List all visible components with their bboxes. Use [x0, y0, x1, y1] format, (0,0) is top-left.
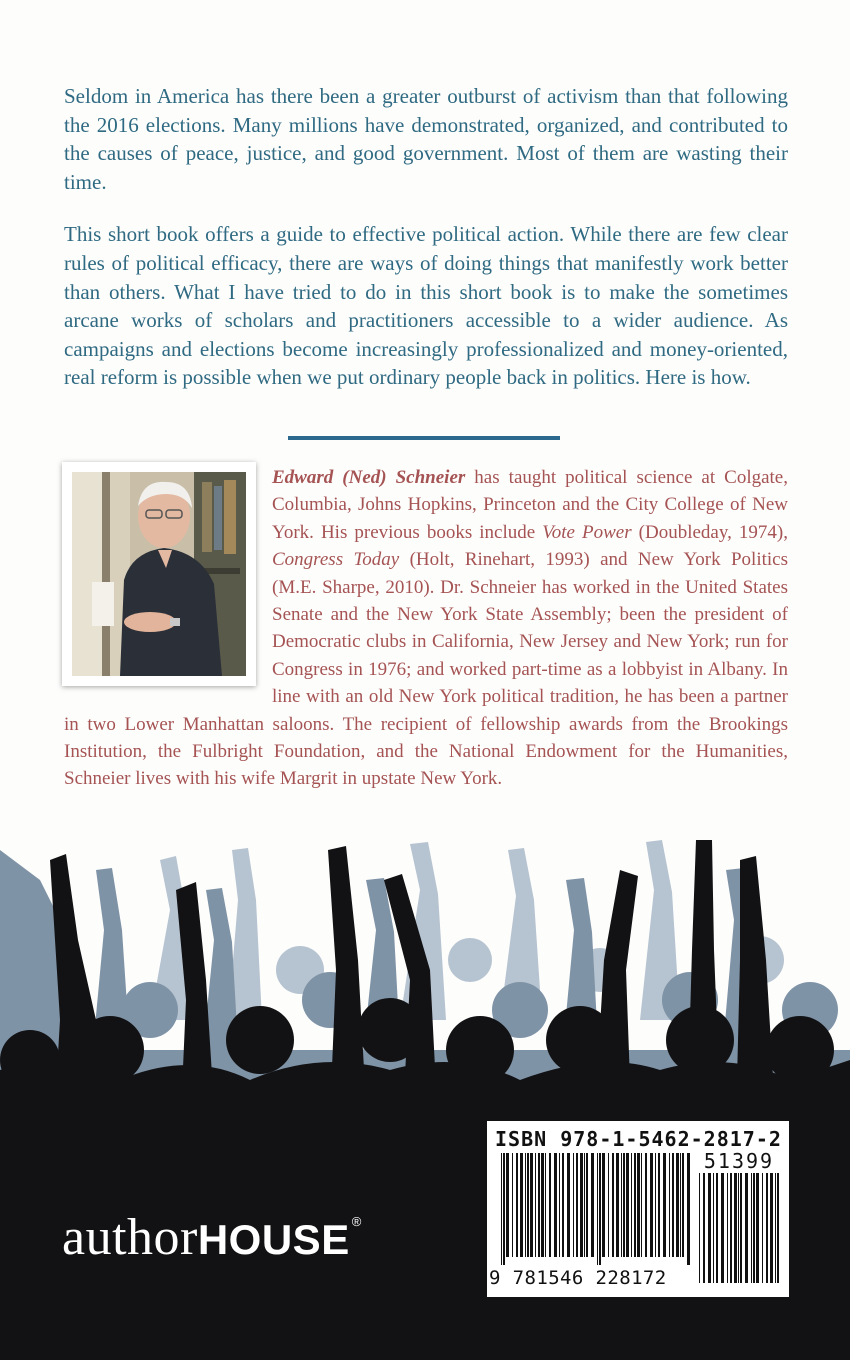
barcode-bar — [663, 1153, 666, 1257]
author-photo-frame — [62, 462, 256, 686]
barcode-bar — [770, 1173, 773, 1283]
bio-text-2: (Doubleday, 1974), — [631, 521, 788, 543]
barcode-bar — [527, 1153, 529, 1257]
isbn-barcode — [487, 1121, 789, 1297]
barcode-bar — [734, 1173, 737, 1283]
book-title-vote-power: Vote Power — [542, 521, 632, 543]
book-blurb — [64, 82, 788, 416]
barcode-bar — [535, 1153, 536, 1257]
barcode-bar — [597, 1153, 598, 1265]
barcode-bar — [751, 1173, 752, 1283]
author-photo — [72, 472, 246, 676]
barcode-bar — [599, 1153, 601, 1265]
barcode-bar — [512, 1153, 513, 1257]
bio-text-1: has taught political science at Colgate, Columbia, Johns Hopkins, Princeton and the City College of New York. His previous books include — [272, 467, 788, 543]
logo-house-text: HOUSE — [197, 1216, 350, 1263]
ean-barcode-bars — [501, 1153, 691, 1265]
barcode-bar — [541, 1153, 544, 1257]
barcode-bar — [584, 1153, 585, 1257]
barcode-bar — [687, 1153, 690, 1265]
barcode-bar — [637, 1153, 640, 1257]
blurb-paragraph-1: Seldom in America has there been a greater outburst of activism than that following the 2016 elections. Many millions have demonstrated, organized, and contributed to the causes of peace, justice, and good government. Most of them are wasting their time. — [64, 84, 788, 194]
bio-text-3: (Holt, Rinehart, 1993) and New York Politics (M.E. Sharpe, 2010). Dr. Schneier has worked in the United States Senate and the New York State Assembly; been the president of Democratic clubs in California, New Jersey and New York; run for Congress in 1976; and worked part-time as a lobbyist in Albany. In line with an old New York political tradition, he has been a partner in two Lower Manhattan saloons. The recipient of fellowship awards from the Brookings Institution, the Fulbright Foundation, and the National Endowment for the Humanities, Schneier lives with his wife Margrit in upstate New York. — [64, 549, 788, 790]
barcode-bar — [538, 1153, 540, 1257]
barcode-bar — [591, 1153, 594, 1257]
barcode-bar — [753, 1173, 755, 1283]
barcode-bar — [573, 1153, 574, 1257]
barcode-bar — [672, 1153, 674, 1257]
barcode-bar — [645, 1153, 647, 1257]
ean-digits: 9 781546 228172 — [489, 1267, 667, 1289]
barcode-bar — [756, 1173, 759, 1283]
barcode-bar — [516, 1153, 518, 1257]
price-addon-number: 51399 — [703, 1149, 775, 1173]
barcode-bar — [554, 1153, 557, 1257]
barcode-bar — [567, 1153, 570, 1257]
barcode-bar — [634, 1153, 636, 1257]
barcode-bar — [520, 1153, 523, 1257]
book-title-congress-today: Congress Today — [272, 549, 400, 571]
barcode-bar — [576, 1153, 578, 1257]
barcode-bar — [623, 1153, 625, 1257]
barcode-bar — [703, 1173, 705, 1283]
barcode-bar — [545, 1153, 546, 1257]
barcode-bar — [655, 1153, 656, 1257]
isbn-label: ISBN 978-1-5462-2817-2 — [495, 1127, 782, 1151]
barcode-bar — [730, 1173, 732, 1283]
barcode-bar — [738, 1173, 739, 1283]
barcode-bar — [559, 1153, 560, 1257]
barcode-bar — [506, 1153, 509, 1257]
barcode-bar — [727, 1173, 728, 1283]
barcode-bar — [680, 1153, 681, 1257]
barcode-bar — [682, 1153, 684, 1257]
barcode-bar — [708, 1173, 711, 1283]
barcode-bar — [621, 1153, 622, 1257]
barcode-bar — [650, 1153, 653, 1257]
barcode-bar — [631, 1153, 632, 1257]
barcode-bar — [626, 1153, 629, 1257]
barcode-bar — [586, 1153, 588, 1257]
barcode-bar — [580, 1153, 583, 1257]
blurb-paragraph-2: This short book offers a guide to effective political action. While there are few clear rules of political efficacy, there are ways of doing things that manifestly work better than others. What I have tried to do in this short book is to make the sometimes arcane works of scholars and practitioners accessible to a wider audience. As campaigns and elections become increasingly professionalized and money-oriented, real reform is possible when we put ordinary people back in politics. Here is how. — [64, 222, 788, 390]
barcode-bar — [676, 1153, 679, 1257]
registered-mark: ® — [351, 1214, 362, 1229]
barcode-bar — [699, 1173, 700, 1283]
barcode-bar — [641, 1153, 642, 1257]
barcode-bar — [775, 1173, 776, 1283]
barcode-bar — [501, 1153, 502, 1265]
barcode-bar — [713, 1173, 714, 1283]
barcode-bar — [777, 1173, 779, 1283]
barcode-bar — [740, 1173, 742, 1283]
barcode-bar — [530, 1153, 533, 1257]
barcode-bar — [766, 1173, 768, 1283]
barcode-bar — [608, 1153, 609, 1257]
barcode-bar — [503, 1153, 505, 1265]
addon-barcode-bars — [699, 1173, 781, 1291]
barcode-bar — [562, 1153, 564, 1257]
barcode-bar — [612, 1153, 614, 1257]
barcode-bar — [669, 1153, 670, 1257]
barcode-bar — [745, 1173, 748, 1283]
barcode-bar — [525, 1153, 526, 1257]
barcode-bar — [602, 1153, 605, 1257]
logo-author-text: author — [62, 1209, 198, 1266]
section-divider — [288, 436, 560, 440]
author-name: Edward (Ned) Schneier — [272, 467, 466, 488]
barcode-bar — [721, 1173, 724, 1283]
barcode-bar — [549, 1153, 551, 1257]
barcode-bar — [716, 1173, 718, 1283]
publisher-logo — [62, 1208, 361, 1267]
barcode-bar — [658, 1153, 660, 1257]
barcode-bar — [762, 1173, 763, 1283]
barcode-bar — [616, 1153, 619, 1257]
